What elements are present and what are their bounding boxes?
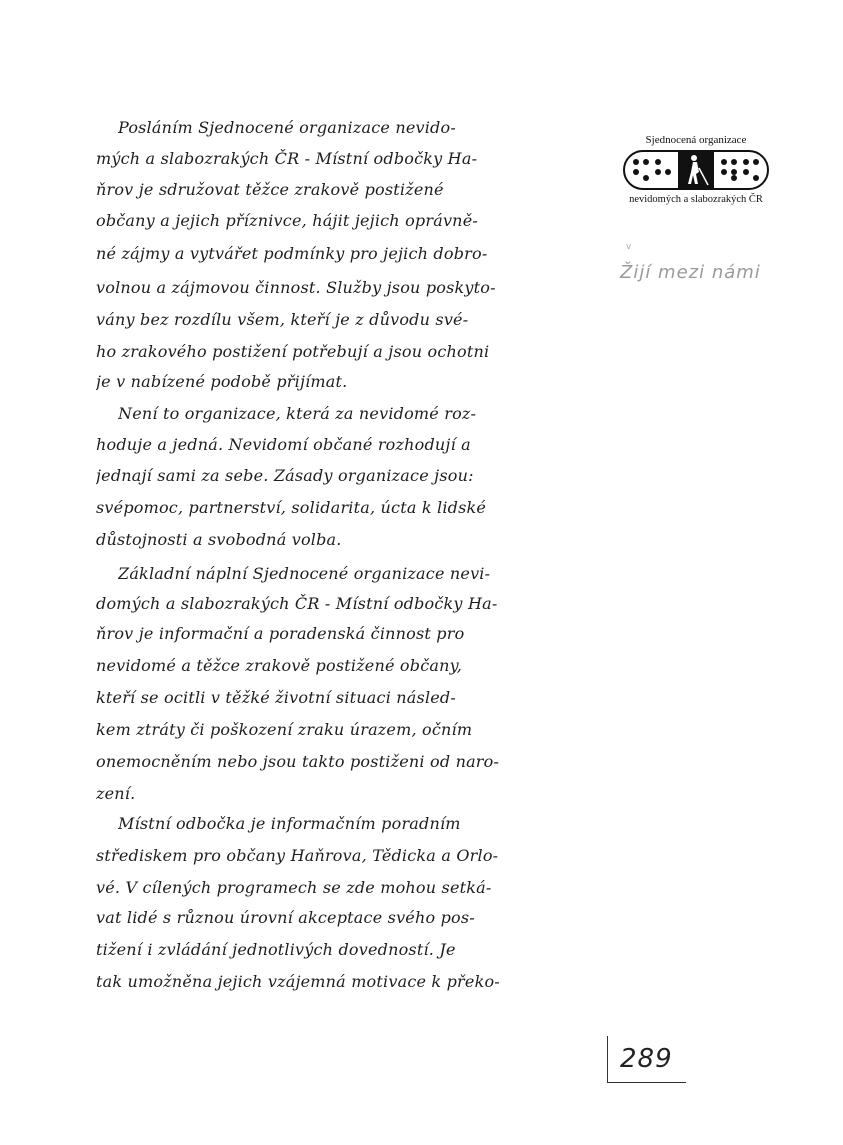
paragraph-1-line-2: mých a slabozrakých ČR - Místní odbočky Ha- xyxy=(96,149,478,168)
motto: Žijí mezi námi xyxy=(620,262,761,283)
paragraph-1-line-9: je v nabízené podobě přijímat. xyxy=(96,372,348,391)
paragraph-2-line-1: Není to organizace, která za nevidomé roz- xyxy=(118,404,477,423)
paragraph-1-line-3: ňrov je sdružovat těžce zrakově postižené xyxy=(96,180,444,199)
paragraph-4-line-1: Místní odbočka je informačním poradním xyxy=(118,814,461,833)
paragraph-2-line-2: hoduje a jedná. Nevidomí občané rozhodují a xyxy=(96,435,471,454)
paragraph-1-line-5: né zájmy a vytvářet podmínky pro jejich dobro- xyxy=(96,244,488,263)
paragraph-3-line-3: ňrov je informační a poradenská činnost pro xyxy=(96,624,465,643)
paragraph-4-line-3: vé. V cílených programech se zde mohou setká- xyxy=(96,878,492,897)
paragraph-2-line-3: jednají sami za sebe. Zásady organizace jsou: xyxy=(96,466,474,485)
logo-bottom-text: nevidomých a slabozrakých ČR xyxy=(629,194,763,205)
paragraph-3-line-4: nevidomé a těžce zrakově postižené občany, xyxy=(96,656,463,675)
page-number: 289 xyxy=(620,1044,673,1074)
paragraph-3-line-5: kteří se ocitli v těžké životní situaci násled- xyxy=(96,688,456,707)
paragraph-1-line-7: vány bez rozdílu všem, kteří je z důvodu své- xyxy=(96,310,469,329)
paragraph-1-line-4: občany a jejich příznivce, hájit jejich oprávně- xyxy=(96,211,478,230)
paragraph-1-line-1: Posláním Sjednocené organizace nevido- xyxy=(118,118,456,137)
paragraph-4-line-5: tižení i zvládání jednotlivých dovedností. Je xyxy=(96,940,456,959)
paragraph-1-line-6: volnou a zájmovou činnost. Služby jsou poskyto- xyxy=(96,278,496,297)
organization-logo xyxy=(622,134,770,212)
paragraph-4-line-6: tak umožněna jejich vzájemná motivace k překo- xyxy=(96,972,500,991)
logo-top-text: Sjednocená organizace xyxy=(645,134,747,146)
paragraph-3-line-1: Základní náplní Sjednocené organizace nevi- xyxy=(118,564,491,583)
paragraph-4-line-4: vat lidé s různou úrovní akceptace svého pos- xyxy=(96,908,475,927)
motto-mark: v xyxy=(626,242,632,252)
paragraph-1-line-8: ho zrakového postižení potřebují a jsou ochotni xyxy=(96,342,490,361)
paragraph-3-line-7: onemocněním nebo jsou takto postiženi od naro- xyxy=(96,752,500,771)
paragraph-4-line-2: střediskem pro občany Haňrova, Tědicka a Orlo- xyxy=(96,846,499,865)
paragraph-3-line-2: domých a slabozrakých ČR - Místní odbočky Ha- xyxy=(96,594,498,613)
blind-person-with-cane-icon xyxy=(622,148,770,194)
paragraph-3-line-6: kem ztráty či poškození zraku úrazem, očním xyxy=(96,720,473,739)
paragraph-2-line-5: důstojnosti a svobodná volba. xyxy=(96,530,342,549)
paragraph-2-line-4: svépomoc, partnerství, solidarita, úcta k lidské xyxy=(96,498,487,517)
paragraph-3-line-8: zení. xyxy=(96,784,136,803)
